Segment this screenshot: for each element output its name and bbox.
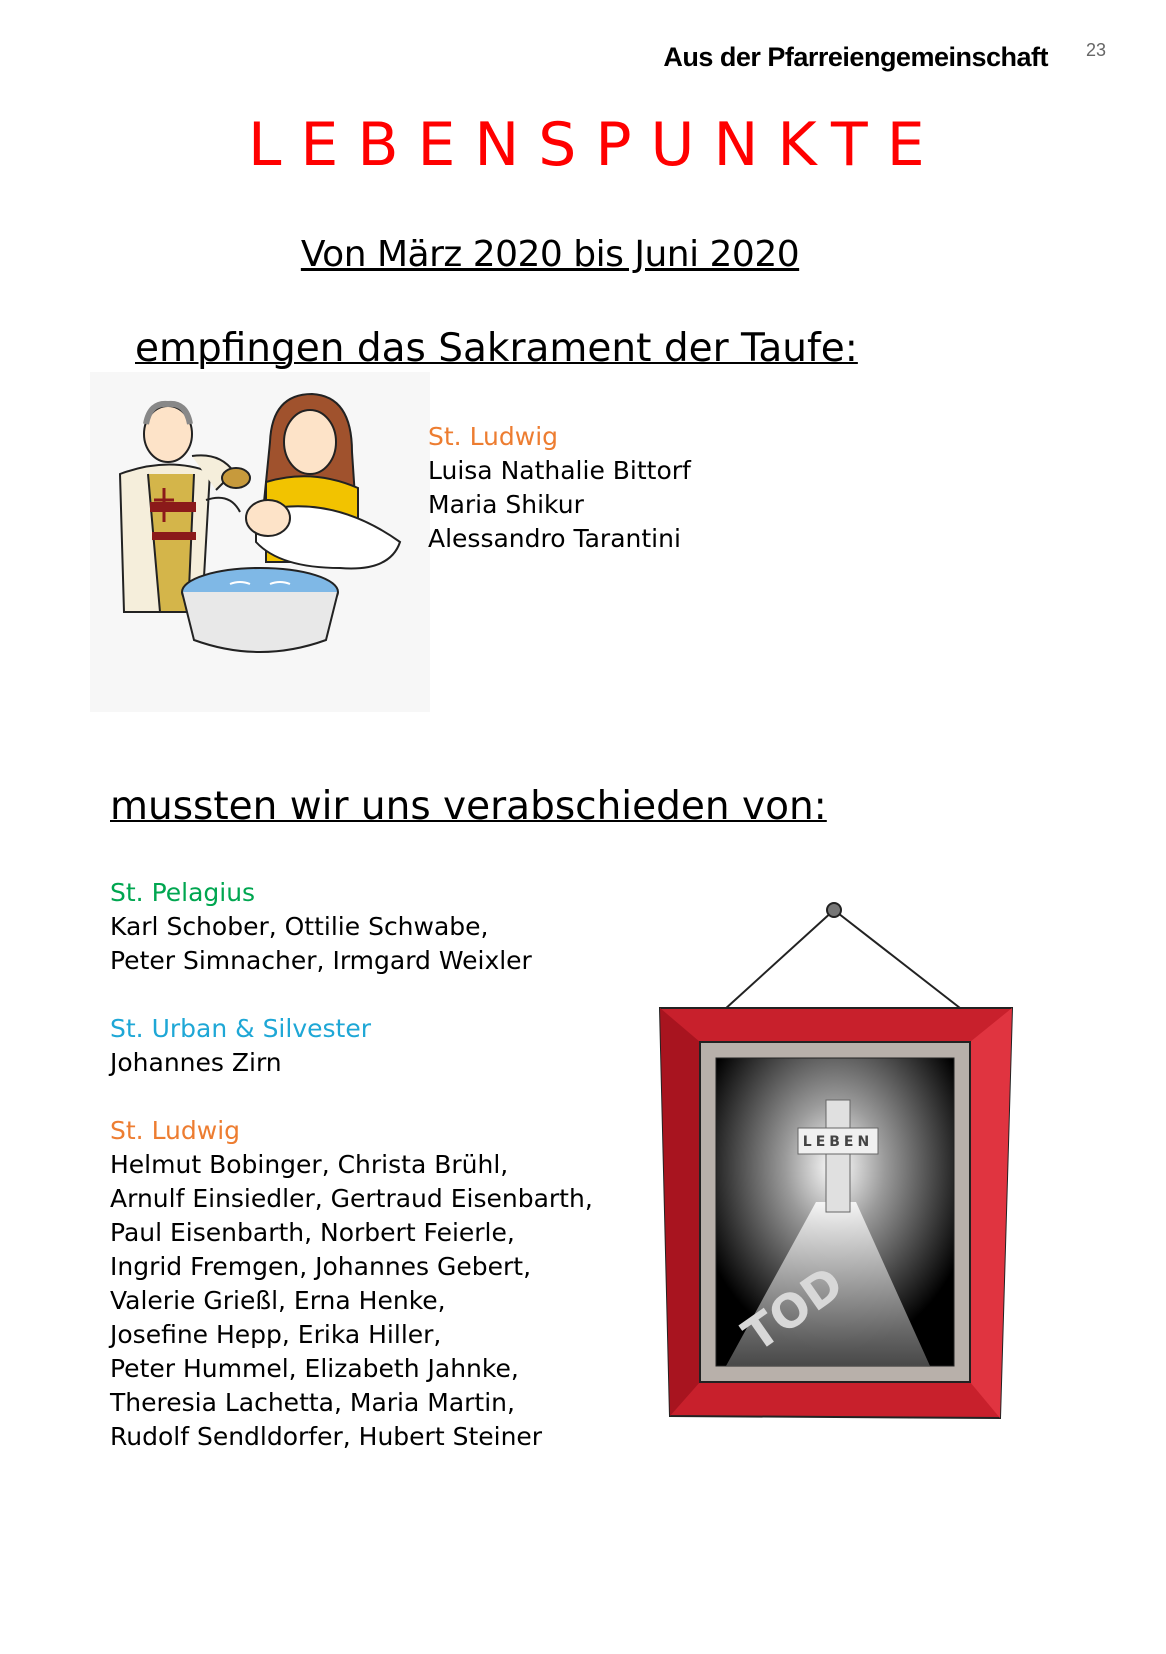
date-range-text: Von März 2020 bis Juni 2020 [300,234,800,275]
farewell-name-line: Johannes Zirn [110,1048,282,1077]
spacer [110,978,593,1012]
baptism-heading: empfingen das Sakrament der Taufe: [135,326,858,371]
farewell-name-line: Peter Hummel, Elizabeth Jahnke, [110,1354,519,1383]
farewell-name-line: Karl Schober, Ottilie Schwabe, [110,912,489,941]
baptism-name: Maria Shikur [428,490,584,519]
page-title: LEBENSPUNKTE [248,110,944,180]
baptism-name: Luisa Nathalie Bittorf [428,456,691,485]
farewell-parish-label: St. Urban & Silvester [110,1014,371,1043]
baptism-parish-label: St. Ludwig [428,422,559,451]
farewell-parish-label: St. Pelagius [110,878,256,907]
farewell-heading: mussten wir uns verabschieden von: [110,784,827,829]
spacer [110,1080,593,1114]
header-section-title: Aus der Pfarreiengemeinschaft [663,42,1048,72]
baptism-name: Alessandro Tarantini [428,524,681,553]
baptism-illustration-icon [90,372,430,712]
frame-word-tod: TOD [732,1255,853,1363]
farewell-list [110,876,593,1454]
farewell-name-line: Arnulf Einsiedler, Gertraud Eisenbarth, [110,1184,593,1213]
farewell-name-line: Josefine Hepp, Erika Hiller, [110,1320,442,1349]
farewell-name-line: Valerie Grießl, Erna Henke, [110,1286,446,1315]
farewell-name-line: Paul Eisenbarth, Norbert Feierle, [110,1218,515,1247]
farewell-name-line: Theresia Lachetta, Maria Martin, [110,1388,515,1417]
farewell-name-line: Rudolf Sendldorfer, Hubert Steiner [110,1422,543,1451]
frame-word-leben: LEBEN [802,1134,874,1150]
farewell-name-line: Peter Simnacher, Irmgard Weixler [110,946,532,975]
date-range [0,234,1100,275]
cross-picture-frame-icon [630,882,1038,1452]
baptism-list [428,420,691,556]
farewell-name-line: Helmut Bobinger, Christa Brühl, [110,1150,509,1179]
page-number: 23 [1086,40,1107,60]
farewell-parish-label: St. Ludwig [110,1116,241,1145]
farewell-name-line: Ingrid Fremgen, Johannes Gebert, [110,1252,532,1281]
